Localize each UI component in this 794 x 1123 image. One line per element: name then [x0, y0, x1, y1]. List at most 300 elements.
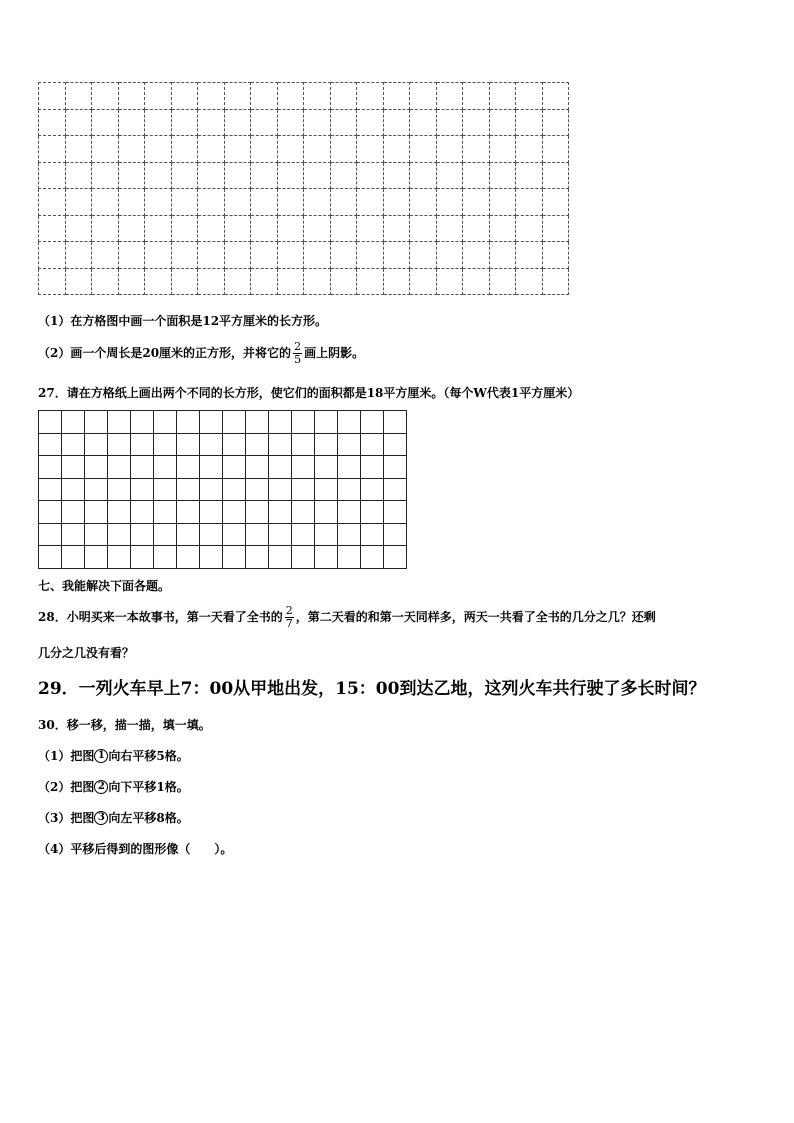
grid-cell [516, 83, 543, 110]
grid-cell [85, 501, 108, 524]
grid-cell [304, 268, 331, 295]
grid-row [39, 109, 569, 136]
grid-cell [65, 109, 92, 136]
fraction-numerator: 2 [285, 604, 293, 617]
grid-cell [383, 83, 410, 110]
grid-cell [39, 456, 62, 479]
grid-cell [154, 456, 177, 479]
grid-cell [292, 546, 315, 569]
q29-text: 29．一列火车早上7：00从甲地出发，15：00到达乙地，这列火车共行驶了多长时间？ [38, 679, 706, 699]
grid-cell [330, 215, 357, 242]
grid-cell [92, 83, 119, 110]
grid-cell [361, 523, 384, 546]
grid-cell [224, 268, 251, 295]
grid-row [39, 433, 407, 456]
grid-cell [62, 433, 85, 456]
grid-cell [65, 83, 92, 110]
grid-cell [223, 523, 246, 546]
grid-cell [410, 136, 437, 163]
grid-cell [277, 83, 304, 110]
q30-part4: （4）平移后得到的图形像（ ）。 [38, 842, 233, 856]
grid-cell [315, 433, 338, 456]
grid-cell [489, 136, 516, 163]
grid-cell [436, 162, 463, 189]
grid-cell [39, 478, 62, 501]
grid-cell [198, 162, 225, 189]
grid-cell [246, 433, 269, 456]
grid-cell [542, 268, 569, 295]
q28-text-before: 28．小明买来一本故事书，第一天看了全书的 [38, 610, 283, 624]
q30-part1-after: 向右平移5格。 [108, 749, 189, 763]
grid-cell [62, 478, 85, 501]
grid-cell [251, 268, 278, 295]
grid-cell [542, 109, 569, 136]
grid-cell [39, 546, 62, 569]
grid-cell [330, 162, 357, 189]
grid-cell [200, 411, 223, 434]
grid-cell [85, 523, 108, 546]
grid-cell [357, 162, 384, 189]
grid-cell [62, 523, 85, 546]
grid-cell [383, 109, 410, 136]
grid-cell [489, 215, 516, 242]
grid-cell [330, 268, 357, 295]
grid-cell [436, 109, 463, 136]
grid-cell [198, 109, 225, 136]
grid-cell [277, 268, 304, 295]
grid-cell [65, 268, 92, 295]
grid-cell [338, 501, 361, 524]
grid-cell [338, 433, 361, 456]
grid-cell [410, 109, 437, 136]
grid-cell [145, 83, 172, 110]
grid-cell [304, 109, 331, 136]
grid-row [39, 501, 407, 524]
q26-part2-text-after: 画上阴影。 [304, 346, 365, 360]
grid-cell [330, 83, 357, 110]
grid-cell [65, 215, 92, 242]
grid-cell [292, 478, 315, 501]
grid-cell [145, 189, 172, 216]
grid-cell [118, 162, 145, 189]
grid-cell [251, 136, 278, 163]
grid-cell [269, 456, 292, 479]
fraction-denominator: 7 [285, 617, 293, 630]
grid-cell [224, 215, 251, 242]
q30-part1-before: （1）把图 [38, 749, 95, 763]
grid-cell [292, 523, 315, 546]
grid-cell [357, 83, 384, 110]
grid-cell [489, 162, 516, 189]
q30-part3-before: （3）把图 [38, 811, 95, 825]
grid-cell [39, 523, 62, 546]
grid-cell [39, 242, 66, 269]
grid-cell [269, 501, 292, 524]
q30-part1 [38, 748, 189, 764]
grid-cell [200, 456, 223, 479]
grid-cell [145, 109, 172, 136]
grid-cell [542, 242, 569, 269]
grid-cell [292, 501, 315, 524]
grid-cell [361, 411, 384, 434]
grid-row [39, 162, 569, 189]
grid-cell [198, 136, 225, 163]
grid-cell [224, 83, 251, 110]
grid-cell [131, 456, 154, 479]
grid-cell [85, 411, 108, 434]
grid-row [39, 83, 569, 110]
grid-cell [92, 242, 119, 269]
grid-cell [65, 162, 92, 189]
grid-cell [246, 411, 269, 434]
grid-cell [200, 433, 223, 456]
grid-row [39, 411, 407, 434]
grid-cell [277, 109, 304, 136]
grid-cell [516, 162, 543, 189]
grid-cell [304, 189, 331, 216]
grid-cell [171, 109, 198, 136]
grid-cell [463, 189, 490, 216]
grid-cell [357, 136, 384, 163]
grid-cell [338, 456, 361, 479]
grid-cell [383, 215, 410, 242]
grid-cell [145, 162, 172, 189]
grid-cell [410, 83, 437, 110]
grid-cell [489, 268, 516, 295]
grid-cell [361, 478, 384, 501]
grid-cell [463, 242, 490, 269]
grid-cell [330, 242, 357, 269]
grid-cell [92, 215, 119, 242]
grid-row [39, 478, 407, 501]
grid-cell [269, 411, 292, 434]
grid-cell [246, 456, 269, 479]
grid-cell [131, 411, 154, 434]
grid-cell [118, 136, 145, 163]
grid-cell [357, 268, 384, 295]
fraction-two-fifths [293, 341, 302, 366]
grid-cell [145, 268, 172, 295]
q30-part2-after: 向下平移1格。 [108, 780, 189, 794]
q28-line1 [38, 605, 656, 630]
grid-cell [224, 189, 251, 216]
grid-cell [200, 523, 223, 546]
grid-cell [338, 523, 361, 546]
grid-cell [489, 83, 516, 110]
grid-cell [338, 478, 361, 501]
grid-cell [224, 162, 251, 189]
grid-cell [85, 478, 108, 501]
grid-cell [384, 546, 407, 569]
q27-text: 27．请在方格纸上画出两个不同的长方形，使它们的面积都是18平方厘米。（每个W代表1平方厘米） [38, 386, 580, 400]
grid-cell [516, 242, 543, 269]
grid-cell [108, 546, 131, 569]
q30-part3-after: 向左平移8格。 [108, 811, 189, 825]
q26-part2 [38, 341, 364, 366]
grid-cell [251, 83, 278, 110]
grid-cell [542, 136, 569, 163]
grid-cell [277, 189, 304, 216]
grid-cell [361, 501, 384, 524]
grid-cell [304, 136, 331, 163]
grid-cell [357, 189, 384, 216]
grid-cell [489, 109, 516, 136]
grid-cell [315, 546, 338, 569]
grid-cell [269, 546, 292, 569]
grid-cell [436, 215, 463, 242]
grid-cell [39, 215, 66, 242]
grid-cell [436, 242, 463, 269]
grid-cell [410, 268, 437, 295]
grid-cell [516, 189, 543, 216]
grid-cell [85, 433, 108, 456]
grid-cell [223, 546, 246, 569]
grid-cell [410, 162, 437, 189]
grid-cell [118, 242, 145, 269]
grid-cell [384, 411, 407, 434]
grid-cell [200, 501, 223, 524]
grid-cell [251, 215, 278, 242]
grid-cell [315, 501, 338, 524]
grid-cell [251, 109, 278, 136]
grid-cell [131, 546, 154, 569]
grid-cell [251, 242, 278, 269]
grid-cell [39, 189, 66, 216]
grid-cell [39, 268, 66, 295]
section7-title: 七、我能解决下面各题。 [38, 579, 171, 593]
grid-cell [542, 162, 569, 189]
q26-part2-text-before: （2）画一个周长是20厘米的正方形，并将它的 [38, 346, 292, 360]
grid-cell [118, 215, 145, 242]
grid-cell [131, 433, 154, 456]
grid-cell [304, 242, 331, 269]
grid-cell [357, 242, 384, 269]
grid-cell [383, 162, 410, 189]
grid-cell [410, 189, 437, 216]
grid-cell [516, 215, 543, 242]
grid-cell [108, 456, 131, 479]
circled-number-3: 3 [94, 811, 108, 825]
grid-cell [463, 136, 490, 163]
grid-cell [177, 433, 200, 456]
grid-cell [246, 501, 269, 524]
grid-cell [463, 162, 490, 189]
grid-cell [200, 546, 223, 569]
grid-cell [357, 215, 384, 242]
grid-cell [171, 136, 198, 163]
grid-cell [384, 501, 407, 524]
grid-cell [542, 215, 569, 242]
grid-cell [304, 83, 331, 110]
grid-cell [223, 411, 246, 434]
grid-cell [489, 189, 516, 216]
q30-part3 [38, 810, 189, 826]
grid-cell [177, 411, 200, 434]
grid-cell [177, 501, 200, 524]
grid-cell [516, 268, 543, 295]
grid-cell [383, 242, 410, 269]
grid-cell [223, 433, 246, 456]
grid-cell [177, 546, 200, 569]
grid-row [39, 136, 569, 163]
grid-cell [246, 523, 269, 546]
grid-cell [361, 433, 384, 456]
grid-cell [384, 433, 407, 456]
grid-row [39, 456, 407, 479]
grid-cell [62, 501, 85, 524]
grid-cell [198, 83, 225, 110]
grid-cell [224, 136, 251, 163]
grid-cell [330, 136, 357, 163]
grid-cell [145, 215, 172, 242]
grid-cell [92, 189, 119, 216]
grid-cell [85, 456, 108, 479]
grid-cell [277, 215, 304, 242]
grid-cell [384, 478, 407, 501]
grid-cell [383, 189, 410, 216]
grid-cell [516, 109, 543, 136]
grid-cell [200, 478, 223, 501]
grid-cell [383, 136, 410, 163]
grid-cell [516, 136, 543, 163]
q30-part2 [38, 779, 189, 795]
grid-row [39, 215, 569, 242]
grid-cell [361, 546, 384, 569]
grid-cell [246, 478, 269, 501]
grid-cell [246, 546, 269, 569]
grid-cell [357, 109, 384, 136]
grid-cell [118, 268, 145, 295]
grid-cell [108, 411, 131, 434]
grid-cell [131, 523, 154, 546]
grid-cell [65, 242, 92, 269]
grid-cell [304, 215, 331, 242]
grid-cell [292, 456, 315, 479]
grid-cell [198, 189, 225, 216]
grid-cell [171, 83, 198, 110]
grid-cell [131, 478, 154, 501]
grid-cell [330, 109, 357, 136]
grid-cell [108, 433, 131, 456]
grid-cell [463, 109, 490, 136]
grid-paper-2 [38, 410, 407, 569]
grid-cell [108, 523, 131, 546]
grid-cell [251, 189, 278, 216]
grid-cell [436, 83, 463, 110]
grid-cell [177, 456, 200, 479]
grid-cell [224, 109, 251, 136]
grid-cell [223, 456, 246, 479]
grid-cell [108, 501, 131, 524]
grid-cell [463, 83, 490, 110]
grid-cell [436, 189, 463, 216]
grid-cell [223, 501, 246, 524]
q28-text-after: ，第二天看的和第一天同样多，两天一共看了全书的几分之几？还剩 [295, 610, 656, 624]
grid-cell [224, 242, 251, 269]
grid-cell [292, 433, 315, 456]
grid-cell [330, 189, 357, 216]
grid-cell [145, 136, 172, 163]
grid-cell [277, 242, 304, 269]
grid-cell [436, 268, 463, 295]
circled-number-2: 2 [94, 780, 108, 794]
grid-cell [154, 478, 177, 501]
grid-cell [39, 162, 66, 189]
grid-cell [154, 433, 177, 456]
grid-cell [436, 136, 463, 163]
grid-cell [65, 189, 92, 216]
grid-cell [154, 411, 177, 434]
grid-cell [92, 136, 119, 163]
fraction-two-sevenths [285, 605, 294, 630]
grid-cell [171, 215, 198, 242]
grid-paper-1 [38, 82, 569, 295]
grid-cell [92, 268, 119, 295]
grid-cell [39, 83, 66, 110]
grid-cell [315, 456, 338, 479]
grid-cell [269, 523, 292, 546]
grid-row [39, 523, 407, 546]
grid-cell [269, 478, 292, 501]
grid-cell [315, 478, 338, 501]
grid-cell [118, 83, 145, 110]
grid-cell [154, 523, 177, 546]
grid-cell [108, 478, 131, 501]
grid-cell [542, 189, 569, 216]
grid-row [39, 268, 569, 295]
grid-cell [92, 162, 119, 189]
grid-cell [131, 501, 154, 524]
grid-cell [62, 546, 85, 569]
grid-cell [62, 411, 85, 434]
grid-cell [39, 109, 66, 136]
grid-cell [410, 242, 437, 269]
grid-cell [315, 523, 338, 546]
grid-cell [118, 109, 145, 136]
grid-cell [154, 546, 177, 569]
grid-cell [489, 242, 516, 269]
grid-cell [177, 478, 200, 501]
grid-cell [361, 456, 384, 479]
grid-cell [39, 433, 62, 456]
grid-row [39, 189, 569, 216]
grid-cell [39, 136, 66, 163]
grid-cell [198, 242, 225, 269]
fraction-numerator: 2 [294, 340, 302, 353]
grid-cell [85, 546, 108, 569]
grid-cell [410, 215, 437, 242]
grid-cell [277, 136, 304, 163]
grid-cell [338, 411, 361, 434]
grid-row [39, 546, 407, 569]
q26-part1: （1）在方格图中画一个面积是12平方厘米的长方形。 [38, 314, 328, 328]
grid-cell [145, 242, 172, 269]
grid-cell [171, 242, 198, 269]
grid-cell [92, 109, 119, 136]
grid-cell [383, 268, 410, 295]
grid-cell [198, 215, 225, 242]
grid-cell [171, 268, 198, 295]
grid-cell [542, 83, 569, 110]
grid-cell [65, 136, 92, 163]
grid-cell [384, 523, 407, 546]
grid-cell [269, 433, 292, 456]
grid-cell [463, 215, 490, 242]
grid-cell [39, 501, 62, 524]
grid-cell [223, 478, 246, 501]
grid-row [39, 242, 569, 269]
grid-cell [384, 456, 407, 479]
